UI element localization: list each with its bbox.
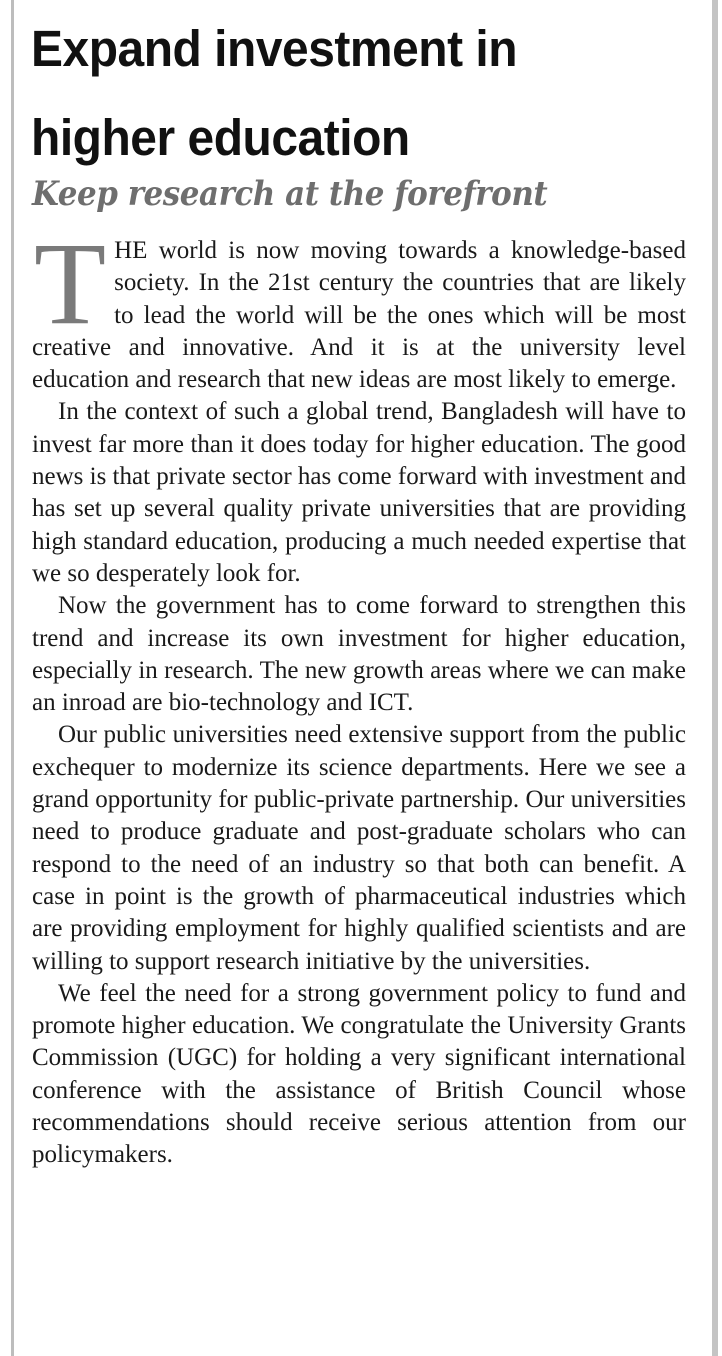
paragraph-1 xyxy=(32,218,686,396)
article-body xyxy=(32,218,686,1172)
subheadline: Keep research at the forefront xyxy=(32,174,548,214)
left-column-rule xyxy=(11,0,14,1356)
paragraph-4: Our public universities need extensive support from the public exchequer to modernize its science departments. Here we see a grand opportunity for public-private partnership. Our universities need to produce graduate and post-graduate scholars who can respond to the need of an industry so that both can benefit. A case in point is the growth of pharmaceutical industries which are providing employment for highly qualified scientists and are willing to support research initiative by the universities. xyxy=(32,721,686,975)
paragraph-1-text: HE world is now moving towards a knowledge-based society. In the 21st century the countries that are likely to lead the world will be the ones which will be most creative and innovative. And it is at the university level education and research that new ideas are most likely to emerge. xyxy=(32,237,686,394)
right-column-rule xyxy=(712,0,718,1356)
paragraph-3: Now the government has to come forward to strengthen this trend and increase its own investment for higher education, especially in research. The new growth areas where we can make an inroad are bio-technology and ICT. xyxy=(32,592,686,717)
paragraph-2: In the context of such a global trend, Bangladesh will have to invest far more than it does today for higher education. The good news is that private sector has come forward with investment and has set up several quality private universities that are providing high standard education, producing a much needed expertise that we so desperately look for. xyxy=(32,398,686,587)
paragraph-5: We feel the need for a strong government policy to fund and promote higher education. We congratulate the University Grants Commission (UGC) for holding a very significant international conference with the assistance of British Council whose recommendations should receive serious attention from our policymakers. xyxy=(32,979,686,1169)
drop-cap: T xyxy=(34,218,107,349)
headline: Expand investment in higher education xyxy=(31,20,518,166)
